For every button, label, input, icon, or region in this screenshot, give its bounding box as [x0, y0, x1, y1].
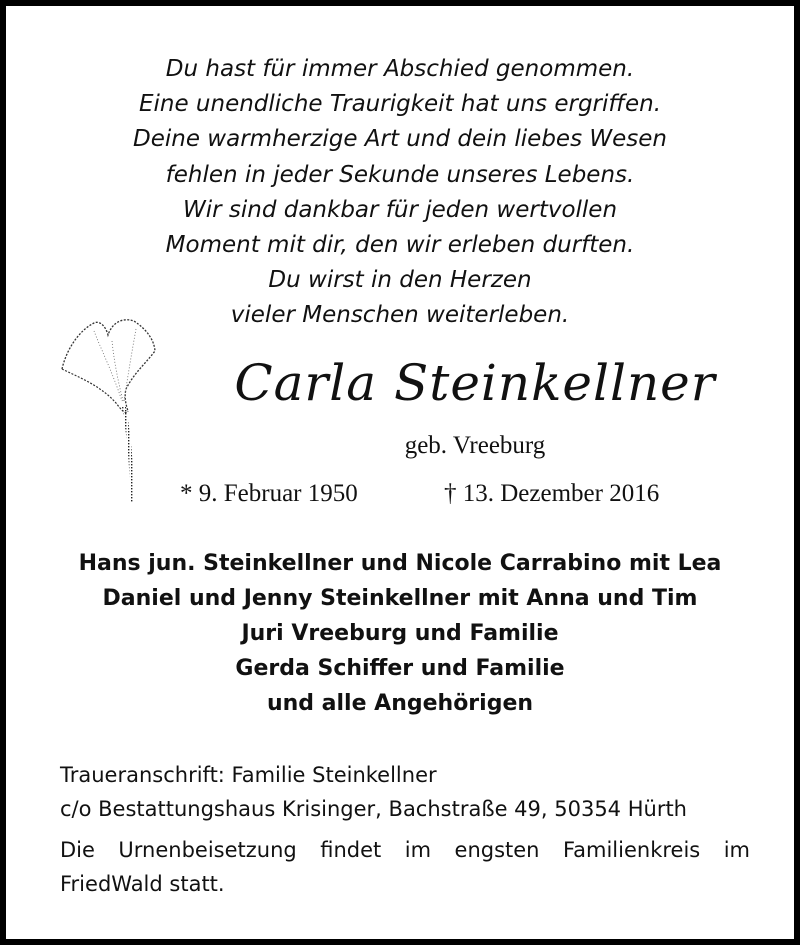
maiden-name: geb. Vreeburg: [404, 432, 546, 459]
ginkgo-leaf-icon: [56, 311, 156, 506]
poem-line: Wir sind dankbar für jeden wertvollen: [182, 196, 618, 223]
mourner-line: Juri Vreeburg und Familie: [241, 621, 559, 646]
address-line: c/o Bestattungshaus Krisinger, Bachstraße 49, 50354 Hürth: [60, 797, 687, 821]
birth-date: * 9. Februar 1950: [180, 480, 358, 507]
mourner-line: Hans jun. Steinkellner und Nicole Carrabino mit Lea: [78, 551, 722, 576]
mourners-list: [6, 546, 794, 721]
address-line: Traueranschrift: Familie Steinkellner: [60, 763, 437, 787]
poem-line: Moment mit dir, den wir erleben durften.: [165, 232, 635, 259]
poem-line: Du hast für immer Abschied genommen.: [165, 56, 635, 82]
mourner-line: und alle Angehörigen: [266, 691, 534, 716]
poem-line: Du wirst in den Herzen: [268, 267, 532, 294]
poem-line: Deine warmherzige Art und dein liebes Wesen: [133, 126, 667, 153]
poem-line: fehlen in jeder Sekunde unseres Lebens.: [165, 161, 635, 188]
mourner-line: Gerda Schiffer und Familie: [235, 656, 565, 681]
poem: [6, 52, 794, 334]
mourning-address: [60, 758, 687, 826]
burial-notice: Die Urnenbeisetzung findet im engsten Familienkreis im FriedWald statt.: [60, 838, 750, 896]
mourner-line: Daniel und Jenny Steinkellner mit Anna und Tim: [102, 586, 698, 611]
deceased-name: Carla Steinkellner: [234, 354, 716, 412]
poem-line: Eine unendliche Traurigkeit hat uns ergriffen.: [138, 91, 662, 118]
death-date: † 13. Dezember 2016: [444, 480, 660, 507]
poem-line: vieler Menschen weiterleben.: [230, 302, 570, 329]
